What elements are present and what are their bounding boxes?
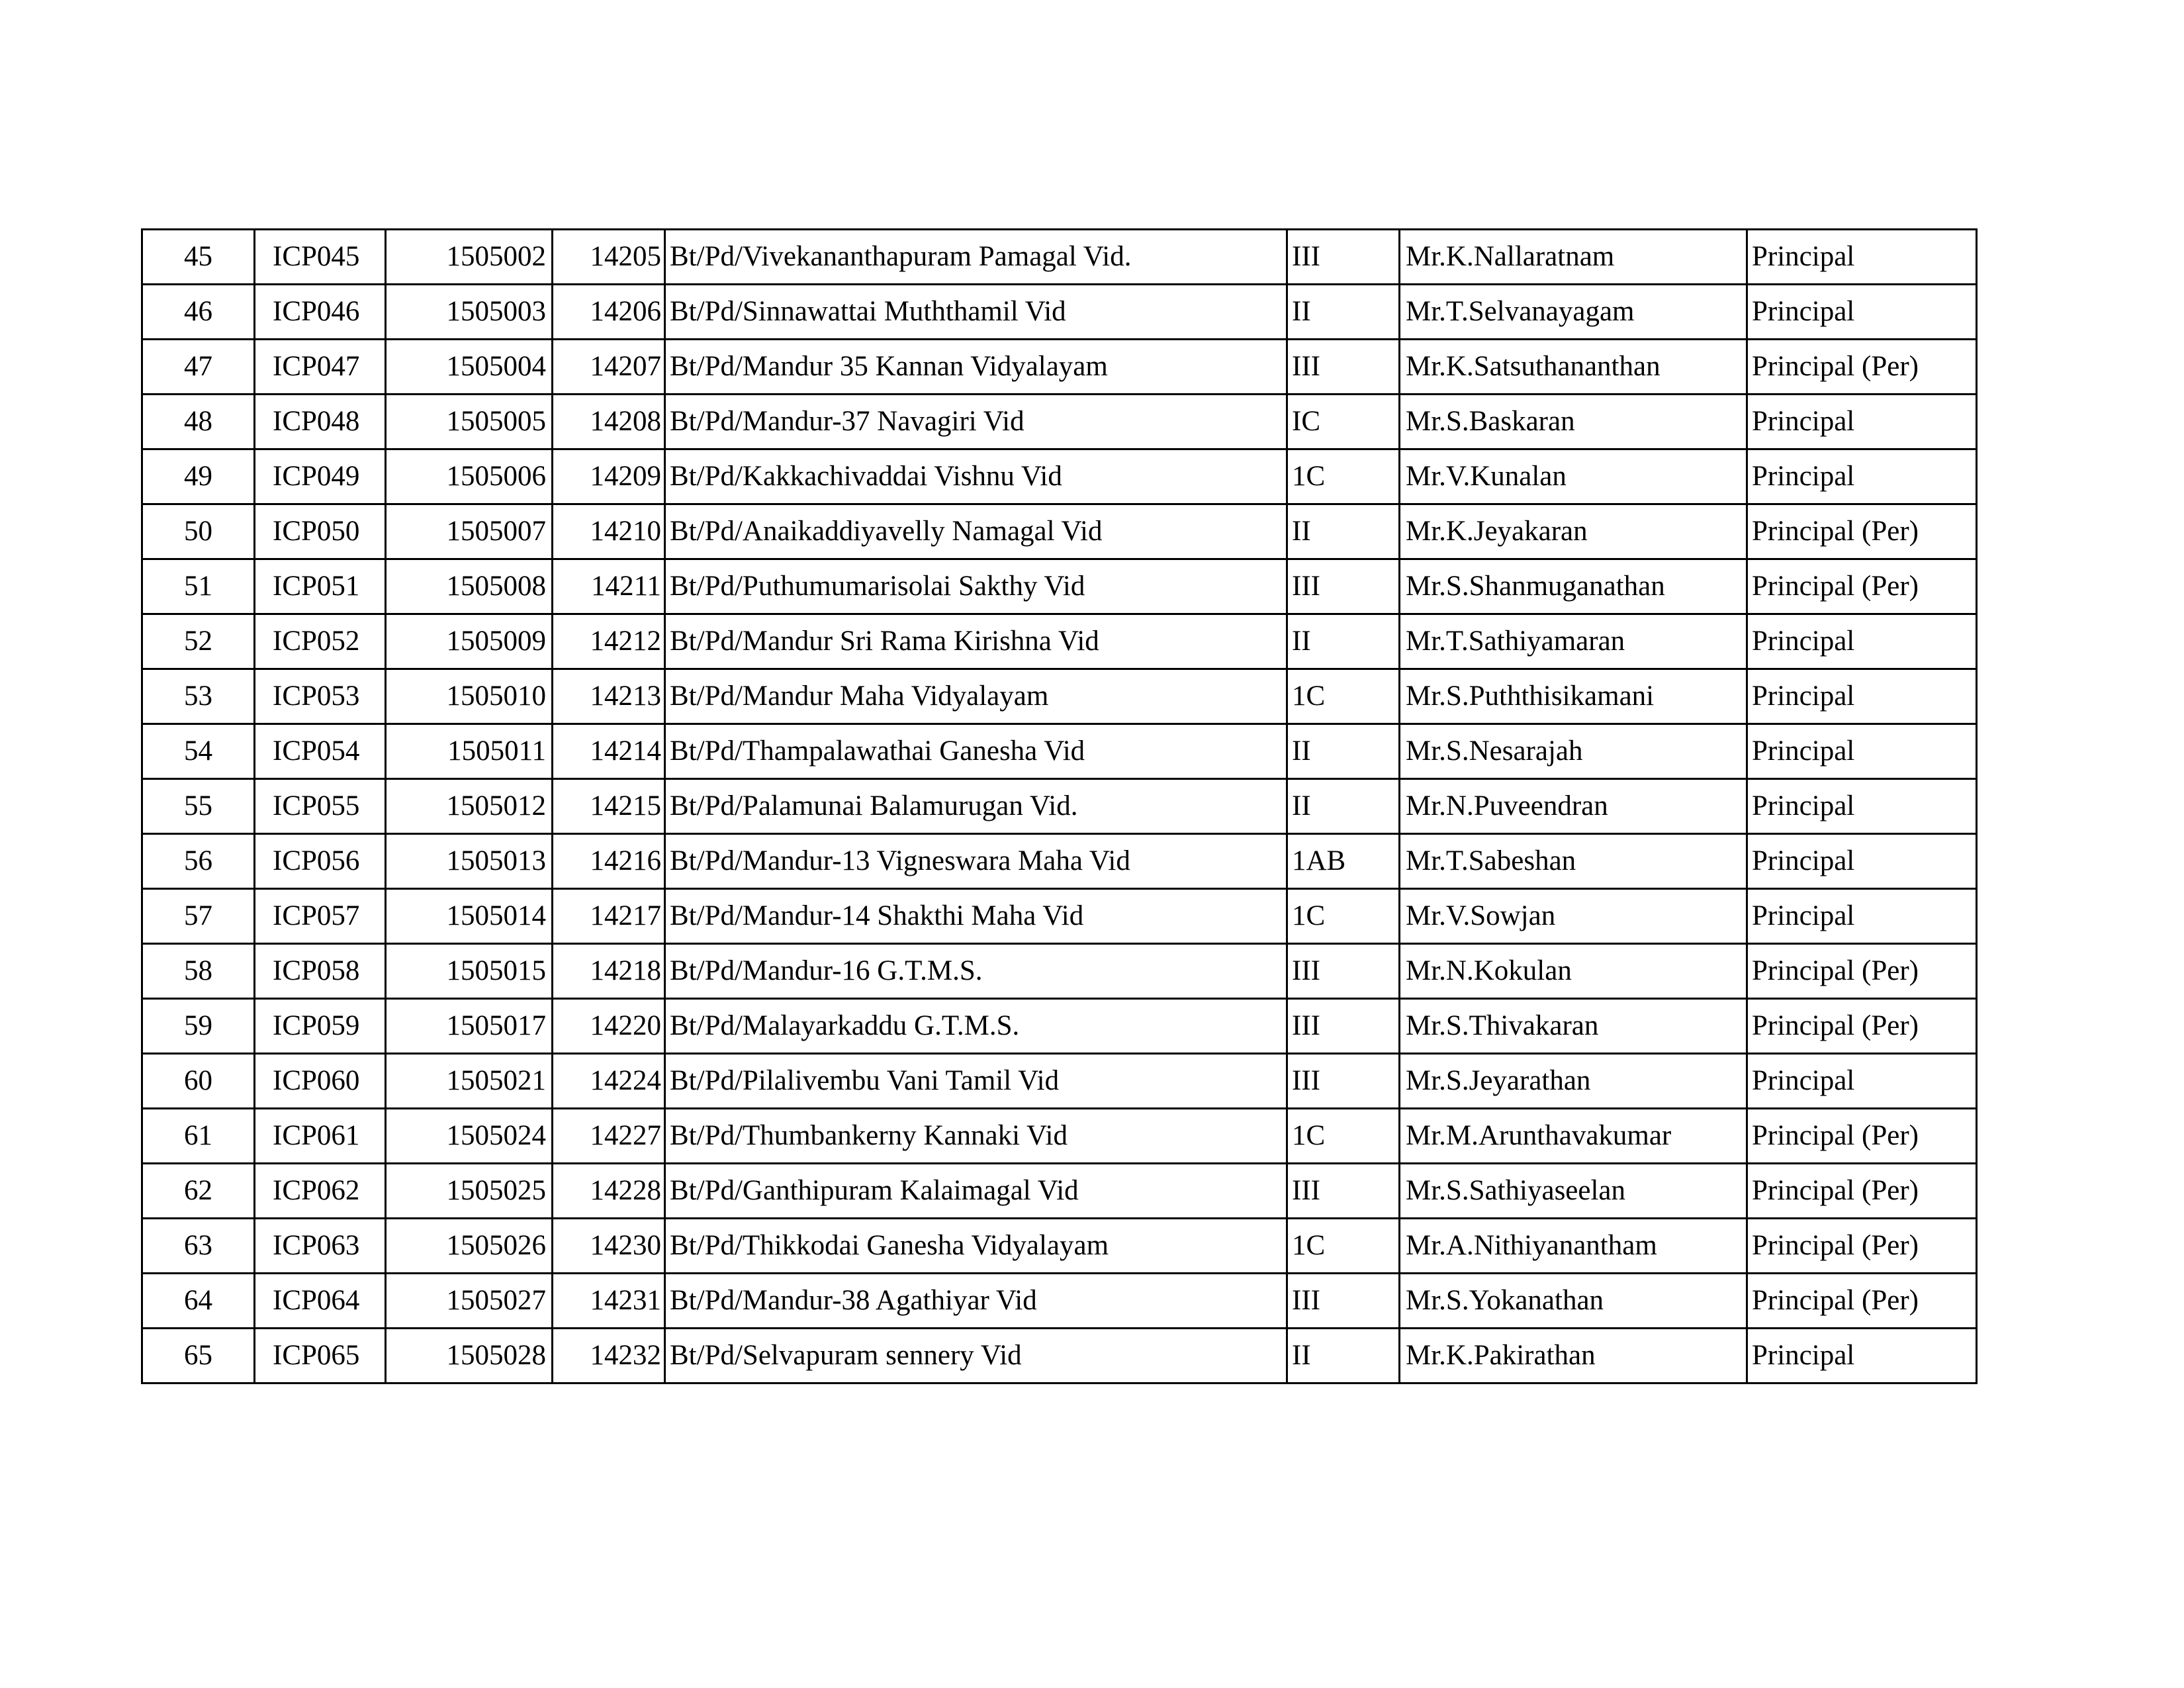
school-name-cell: Bt/Pd/Pilalivembu Vani Tamil Vid bbox=[665, 1054, 1287, 1109]
table-row bbox=[142, 449, 1977, 504]
school-code-cell: ICP058 bbox=[255, 944, 386, 999]
census-number-cell: 1505007 bbox=[386, 504, 553, 559]
exam-index-cell: 14232 bbox=[553, 1329, 665, 1383]
school-name-cell: Bt/Pd/Mandur-38 Agathiyar Vid bbox=[665, 1274, 1287, 1329]
school-code-cell: ICP060 bbox=[255, 1054, 386, 1109]
table-row bbox=[142, 340, 1977, 395]
exam-index-cell: 14206 bbox=[553, 285, 665, 340]
row-number-cell: 52 bbox=[142, 614, 255, 669]
census-number-cell: 1505012 bbox=[386, 779, 553, 834]
principal-name-cell: Mr.S.Baskaran bbox=[1400, 395, 1747, 449]
exam-index-cell: 14212 bbox=[553, 614, 665, 669]
row-number-cell: 50 bbox=[142, 504, 255, 559]
row-number-cell: 53 bbox=[142, 669, 255, 724]
principal-name-cell: Mr.K.Nallaratnam bbox=[1400, 230, 1747, 285]
census-number-cell: 1505013 bbox=[386, 834, 553, 889]
census-number-cell: 1505028 bbox=[386, 1329, 553, 1383]
principal-name-cell: Mr.S.Thivakaran bbox=[1400, 999, 1747, 1054]
exam-index-cell: 14214 bbox=[553, 724, 665, 779]
principal-name-cell: Mr.S.Nesarajah bbox=[1400, 724, 1747, 779]
designation-cell: Principal bbox=[1747, 285, 1977, 340]
exam-index-cell: 14220 bbox=[553, 999, 665, 1054]
census-number-cell: 1505002 bbox=[386, 230, 553, 285]
school-code-cell: ICP050 bbox=[255, 504, 386, 559]
school-type-cell: 1C bbox=[1287, 1219, 1400, 1274]
table-row bbox=[142, 559, 1977, 614]
census-number-cell: 1505026 bbox=[386, 1219, 553, 1274]
principal-name-cell: Mr.K.Jeyakaran bbox=[1400, 504, 1747, 559]
table-row bbox=[142, 669, 1977, 724]
census-number-cell: 1505025 bbox=[386, 1164, 553, 1219]
school-code-cell: ICP059 bbox=[255, 999, 386, 1054]
principal-name-cell: Mr.T.Sathiyamaran bbox=[1400, 614, 1747, 669]
school-code-cell: ICP048 bbox=[255, 395, 386, 449]
school-type-cell: III bbox=[1287, 1054, 1400, 1109]
school-type-cell: IC bbox=[1287, 395, 1400, 449]
principal-name-cell: Mr.M.Arunthavakumar bbox=[1400, 1109, 1747, 1164]
table-row bbox=[142, 504, 1977, 559]
table-row bbox=[142, 724, 1977, 779]
designation-cell: Principal bbox=[1747, 779, 1977, 834]
table-row bbox=[142, 1109, 1977, 1164]
census-number-cell: 1505004 bbox=[386, 340, 553, 395]
row-number-cell: 59 bbox=[142, 999, 255, 1054]
school-name-cell: Bt/Pd/Kakkachivaddai Vishnu Vid bbox=[665, 449, 1287, 504]
census-number-cell: 1505017 bbox=[386, 999, 553, 1054]
school-type-cell: II bbox=[1287, 614, 1400, 669]
principal-name-cell: Mr.N.Kokulan bbox=[1400, 944, 1747, 999]
table-row bbox=[142, 1329, 1977, 1383]
school-code-cell: ICP063 bbox=[255, 1219, 386, 1274]
school-name-cell: Bt/Pd/Mandur Maha Vidyalayam bbox=[665, 669, 1287, 724]
school-name-cell: Bt/Pd/Puthumumarisolai Sakthy Vid bbox=[665, 559, 1287, 614]
designation-cell: Principal (Per) bbox=[1747, 559, 1977, 614]
table-row bbox=[142, 1164, 1977, 1219]
exam-index-cell: 14224 bbox=[553, 1054, 665, 1109]
school-code-cell: ICP049 bbox=[255, 449, 386, 504]
school-code-cell: ICP051 bbox=[255, 559, 386, 614]
school-name-cell: Bt/Pd/Mandur-37 Navagiri Vid bbox=[665, 395, 1287, 449]
school-name-cell: Bt/Pd/Selvapuram sennery Vid bbox=[665, 1329, 1287, 1383]
row-number-cell: 60 bbox=[142, 1054, 255, 1109]
designation-cell: Principal (Per) bbox=[1747, 1109, 1977, 1164]
census-number-cell: 1505009 bbox=[386, 614, 553, 669]
exam-index-cell: 14231 bbox=[553, 1274, 665, 1329]
exam-index-cell: 14230 bbox=[553, 1219, 665, 1274]
school-type-cell: III bbox=[1287, 1164, 1400, 1219]
designation-cell: Principal (Per) bbox=[1747, 340, 1977, 395]
principal-name-cell: Mr.T.Selvanayagam bbox=[1400, 285, 1747, 340]
school-type-cell: 1C bbox=[1287, 669, 1400, 724]
row-number-cell: 61 bbox=[142, 1109, 255, 1164]
school-name-cell: Bt/Pd/Palamunai Balamurugan Vid. bbox=[665, 779, 1287, 834]
school-code-cell: ICP047 bbox=[255, 340, 386, 395]
principal-name-cell: Mr.K.Pakirathan bbox=[1400, 1329, 1747, 1383]
row-number-cell: 63 bbox=[142, 1219, 255, 1274]
designation-cell: Principal bbox=[1747, 1054, 1977, 1109]
designation-cell: Principal (Per) bbox=[1747, 999, 1977, 1054]
designation-cell: Principal (Per) bbox=[1747, 1219, 1977, 1274]
school-code-cell: ICP055 bbox=[255, 779, 386, 834]
exam-index-cell: 14218 bbox=[553, 944, 665, 999]
designation-cell: Principal bbox=[1747, 724, 1977, 779]
table-row bbox=[142, 944, 1977, 999]
principal-name-cell: Mr.S.Jeyarathan bbox=[1400, 1054, 1747, 1109]
school-name-cell: Bt/Pd/Sinnawattai Muththamil Vid bbox=[665, 285, 1287, 340]
table-row bbox=[142, 230, 1977, 285]
designation-cell: Principal bbox=[1747, 395, 1977, 449]
census-number-cell: 1505027 bbox=[386, 1274, 553, 1329]
school-code-cell: ICP062 bbox=[255, 1164, 386, 1219]
school-type-cell: III bbox=[1287, 944, 1400, 999]
row-number-cell: 46 bbox=[142, 285, 255, 340]
principal-name-cell: Mr.A.Nithiyanantham bbox=[1400, 1219, 1747, 1274]
school-principals-table bbox=[141, 228, 1978, 1384]
census-number-cell: 1505014 bbox=[386, 889, 553, 944]
exam-index-cell: 14207 bbox=[553, 340, 665, 395]
exam-index-cell: 14211 bbox=[553, 559, 665, 614]
school-name-cell: Bt/Pd/Thampalawathai Ganesha Vid bbox=[665, 724, 1287, 779]
principal-name-cell: Mr.K.Satsuthananthan bbox=[1400, 340, 1747, 395]
school-code-cell: ICP056 bbox=[255, 834, 386, 889]
exam-index-cell: 14215 bbox=[553, 779, 665, 834]
designation-cell: Principal bbox=[1747, 230, 1977, 285]
principal-name-cell: Mr.S.Shanmuganathan bbox=[1400, 559, 1747, 614]
census-number-cell: 1505015 bbox=[386, 944, 553, 999]
exam-index-cell: 14210 bbox=[553, 504, 665, 559]
school-name-cell: Bt/Pd/Malayarkaddu G.T.M.S. bbox=[665, 999, 1287, 1054]
school-name-cell: Bt/Pd/Mandur-13 Vigneswara Maha Vid bbox=[665, 834, 1287, 889]
table-row bbox=[142, 889, 1977, 944]
row-number-cell: 49 bbox=[142, 449, 255, 504]
row-number-cell: 64 bbox=[142, 1274, 255, 1329]
table-row bbox=[142, 1274, 1977, 1329]
school-type-cell: II bbox=[1287, 1329, 1400, 1383]
row-number-cell: 48 bbox=[142, 395, 255, 449]
school-code-cell: ICP045 bbox=[255, 230, 386, 285]
census-number-cell: 1505006 bbox=[386, 449, 553, 504]
census-number-cell: 1505010 bbox=[386, 669, 553, 724]
designation-cell: Principal bbox=[1747, 669, 1977, 724]
school-code-cell: ICP057 bbox=[255, 889, 386, 944]
school-type-cell: 1C bbox=[1287, 1109, 1400, 1164]
principal-name-cell: Mr.V.Kunalan bbox=[1400, 449, 1747, 504]
school-type-cell: II bbox=[1287, 285, 1400, 340]
school-type-cell: III bbox=[1287, 999, 1400, 1054]
school-code-cell: ICP054 bbox=[255, 724, 386, 779]
row-number-cell: 58 bbox=[142, 944, 255, 999]
table-row bbox=[142, 1219, 1977, 1274]
exam-index-cell: 14209 bbox=[553, 449, 665, 504]
school-code-cell: ICP053 bbox=[255, 669, 386, 724]
school-code-cell: ICP046 bbox=[255, 285, 386, 340]
designation-cell: Principal bbox=[1747, 449, 1977, 504]
designation-cell: Principal bbox=[1747, 834, 1977, 889]
table-body bbox=[142, 230, 1977, 1383]
school-type-cell: III bbox=[1287, 340, 1400, 395]
census-number-cell: 1505021 bbox=[386, 1054, 553, 1109]
census-number-cell: 1505003 bbox=[386, 285, 553, 340]
designation-cell: Principal bbox=[1747, 889, 1977, 944]
school-name-cell: Bt/Pd/Mandur-16 G.T.M.S. bbox=[665, 944, 1287, 999]
school-name-cell: Bt/Pd/Mandur-14 Shakthi Maha Vid bbox=[665, 889, 1287, 944]
designation-cell: Principal (Per) bbox=[1747, 1164, 1977, 1219]
designation-cell: Principal bbox=[1747, 614, 1977, 669]
row-number-cell: 62 bbox=[142, 1164, 255, 1219]
census-number-cell: 1505008 bbox=[386, 559, 553, 614]
school-code-cell: ICP064 bbox=[255, 1274, 386, 1329]
school-type-cell: III bbox=[1287, 559, 1400, 614]
principal-name-cell: Mr.V.Sowjan bbox=[1400, 889, 1747, 944]
row-number-cell: 47 bbox=[142, 340, 255, 395]
school-name-cell: Bt/Pd/Anaikaddiyavelly Namagal Vid bbox=[665, 504, 1287, 559]
school-name-cell: Bt/Pd/Mandur 35 Kannan Vidyalayam bbox=[665, 340, 1287, 395]
school-type-cell: III bbox=[1287, 230, 1400, 285]
exam-index-cell: 14205 bbox=[553, 230, 665, 285]
row-number-cell: 45 bbox=[142, 230, 255, 285]
exam-index-cell: 14208 bbox=[553, 395, 665, 449]
designation-cell: Principal (Per) bbox=[1747, 1274, 1977, 1329]
school-type-cell: II bbox=[1287, 779, 1400, 834]
exam-index-cell: 14216 bbox=[553, 834, 665, 889]
school-code-cell: ICP061 bbox=[255, 1109, 386, 1164]
row-number-cell: 51 bbox=[142, 559, 255, 614]
school-type-cell: 1AB bbox=[1287, 834, 1400, 889]
exam-index-cell: 14217 bbox=[553, 889, 665, 944]
table-row bbox=[142, 834, 1977, 889]
exam-index-cell: 14227 bbox=[553, 1109, 665, 1164]
school-name-cell: Bt/Pd/Thikkodai Ganesha Vidyalayam bbox=[665, 1219, 1287, 1274]
school-type-cell: II bbox=[1287, 504, 1400, 559]
table-row bbox=[142, 614, 1977, 669]
principal-name-cell: Mr.T.Sabeshan bbox=[1400, 834, 1747, 889]
table-row bbox=[142, 285, 1977, 340]
designation-cell: Principal bbox=[1747, 1329, 1977, 1383]
school-name-cell: Bt/Pd/Ganthipuram Kalaimagal Vid bbox=[665, 1164, 1287, 1219]
school-name-cell: Bt/Pd/Thumbankerny Kannaki Vid bbox=[665, 1109, 1287, 1164]
census-number-cell: 1505024 bbox=[386, 1109, 553, 1164]
school-type-cell: II bbox=[1287, 724, 1400, 779]
row-number-cell: 65 bbox=[142, 1329, 255, 1383]
school-name-cell: Bt/Pd/Mandur Sri Rama Kirishna Vid bbox=[665, 614, 1287, 669]
table-row bbox=[142, 999, 1977, 1054]
exam-index-cell: 14228 bbox=[553, 1164, 665, 1219]
exam-index-cell: 14213 bbox=[553, 669, 665, 724]
designation-cell: Principal (Per) bbox=[1747, 504, 1977, 559]
principal-name-cell: Mr.S.Puththisikamani bbox=[1400, 669, 1747, 724]
school-code-cell: ICP052 bbox=[255, 614, 386, 669]
table-row bbox=[142, 1054, 1977, 1109]
table-row bbox=[142, 395, 1977, 449]
census-number-cell: 1505011 bbox=[386, 724, 553, 779]
designation-cell: Principal (Per) bbox=[1747, 944, 1977, 999]
principal-name-cell: Mr.S.Yokanathan bbox=[1400, 1274, 1747, 1329]
row-number-cell: 57 bbox=[142, 889, 255, 944]
census-number-cell: 1505005 bbox=[386, 395, 553, 449]
row-number-cell: 54 bbox=[142, 724, 255, 779]
table-row bbox=[142, 779, 1977, 834]
principal-name-cell: Mr.N.Puveendran bbox=[1400, 779, 1747, 834]
school-type-cell: 1C bbox=[1287, 889, 1400, 944]
school-code-cell: ICP065 bbox=[255, 1329, 386, 1383]
principal-name-cell: Mr.S.Sathiyaseelan bbox=[1400, 1164, 1747, 1219]
school-type-cell: 1C bbox=[1287, 449, 1400, 504]
row-number-cell: 55 bbox=[142, 779, 255, 834]
row-number-cell: 56 bbox=[142, 834, 255, 889]
school-type-cell: III bbox=[1287, 1274, 1400, 1329]
school-name-cell: Bt/Pd/Vivekananthapuram Pamagal Vid. bbox=[665, 230, 1287, 285]
